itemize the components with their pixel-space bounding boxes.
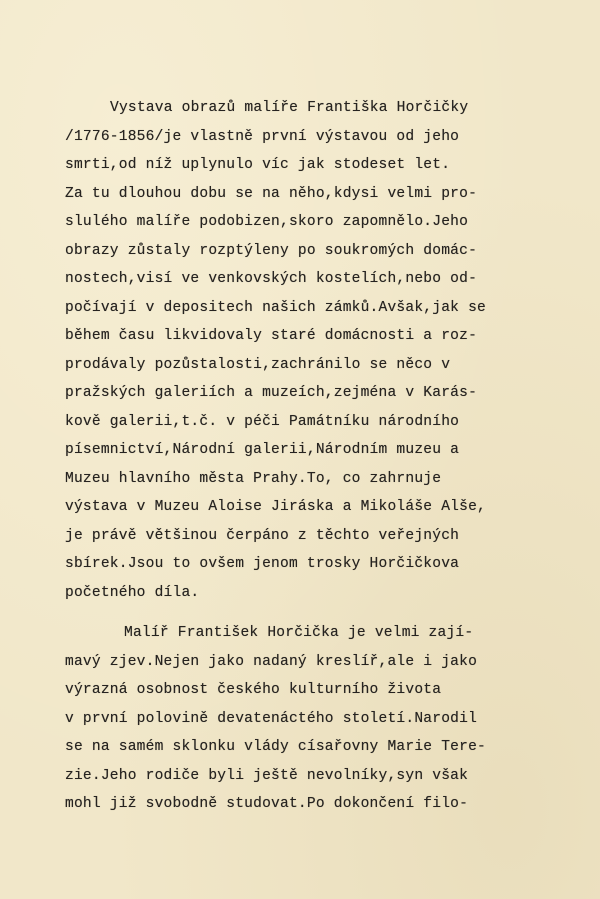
paragraph-2-line: Malíř František Horčička je velmi zají- (124, 625, 474, 641)
paragraph-1-line: pražských galeriích a muzeích,zejména v Karás- (65, 385, 478, 401)
document-text (0, 94, 600, 819)
paragraph-1-line: počívají v depositech našich zámků.Avšak,jak se (65, 299, 487, 316)
paragraph-2-line: v první polovině devatenáctého století.Narodil (65, 710, 478, 727)
paragraph-1-line: během času likvidovaly staré domácnosti a roz- (65, 328, 478, 344)
paragraph-1-line: sbírek.Jsou to ovšem jenom trosky Horčičkova (65, 556, 460, 572)
paragraph-1-line: početného díla. (65, 584, 200, 601)
paragraph-1-line: Za tu dlouhou dobu se na něho,kdysi velmi pro- (65, 185, 478, 202)
paragraph-1-line: výstava v Muzeu Aloise Jiráska a Mikoláše Alše, (65, 499, 487, 515)
paragraph-2-line: mohl již svobodně studovat.Po dokončení filo- (65, 796, 469, 812)
paragraph-1-line: /1776-1856/je vlastně první výstavou od jeho (65, 128, 460, 145)
paragraph-2-line: výrazná osobnost českého kulturního života (65, 682, 442, 698)
paragraph-1-line: obrazy zůstaly rozptýleny po soukromých domác- (65, 242, 478, 259)
paragraph-1-line: kově galerii,t.č. v péči Památníku národního (65, 413, 460, 430)
paragraph-1-line: prodávaly pozůstalosti,zachránilo se něco v (65, 356, 451, 373)
paragraph-1-line: Vystava obrazů malíře Františka Horčičky (110, 100, 469, 116)
paragraph-2-line: zie.Jeho rodiče byli ještě nevolníky,syn však (65, 767, 469, 784)
paragraph-2-line: se na samém sklonku vlády císařovny Marie Tere- (65, 739, 487, 755)
paragraph-gap (0, 607, 600, 619)
paragraph-1-line: smrti,od níž uplynulo víc jak stodeset let. (65, 157, 451, 173)
paragraph-1-line: je právě většinou čerpáno z těchto veřejných (65, 527, 460, 544)
paragraph-1-line: písemnictví,Národní galerii,Národním muzeu a (65, 442, 460, 458)
paragraph-2-line: mavý zjev.Nejen jako nadaný kreslíř,ale i jako (65, 653, 478, 670)
paragraph-1-line: nostech,visí ve venkovských kostelích,nebo od- (65, 271, 478, 287)
paragraph-1-line: slulého malíře podobizen,skoro zapomnělo.Jeho (65, 214, 469, 230)
paragraph-1-line: Muzeu hlavního města Prahy.To, co zahrnuje (65, 470, 442, 487)
